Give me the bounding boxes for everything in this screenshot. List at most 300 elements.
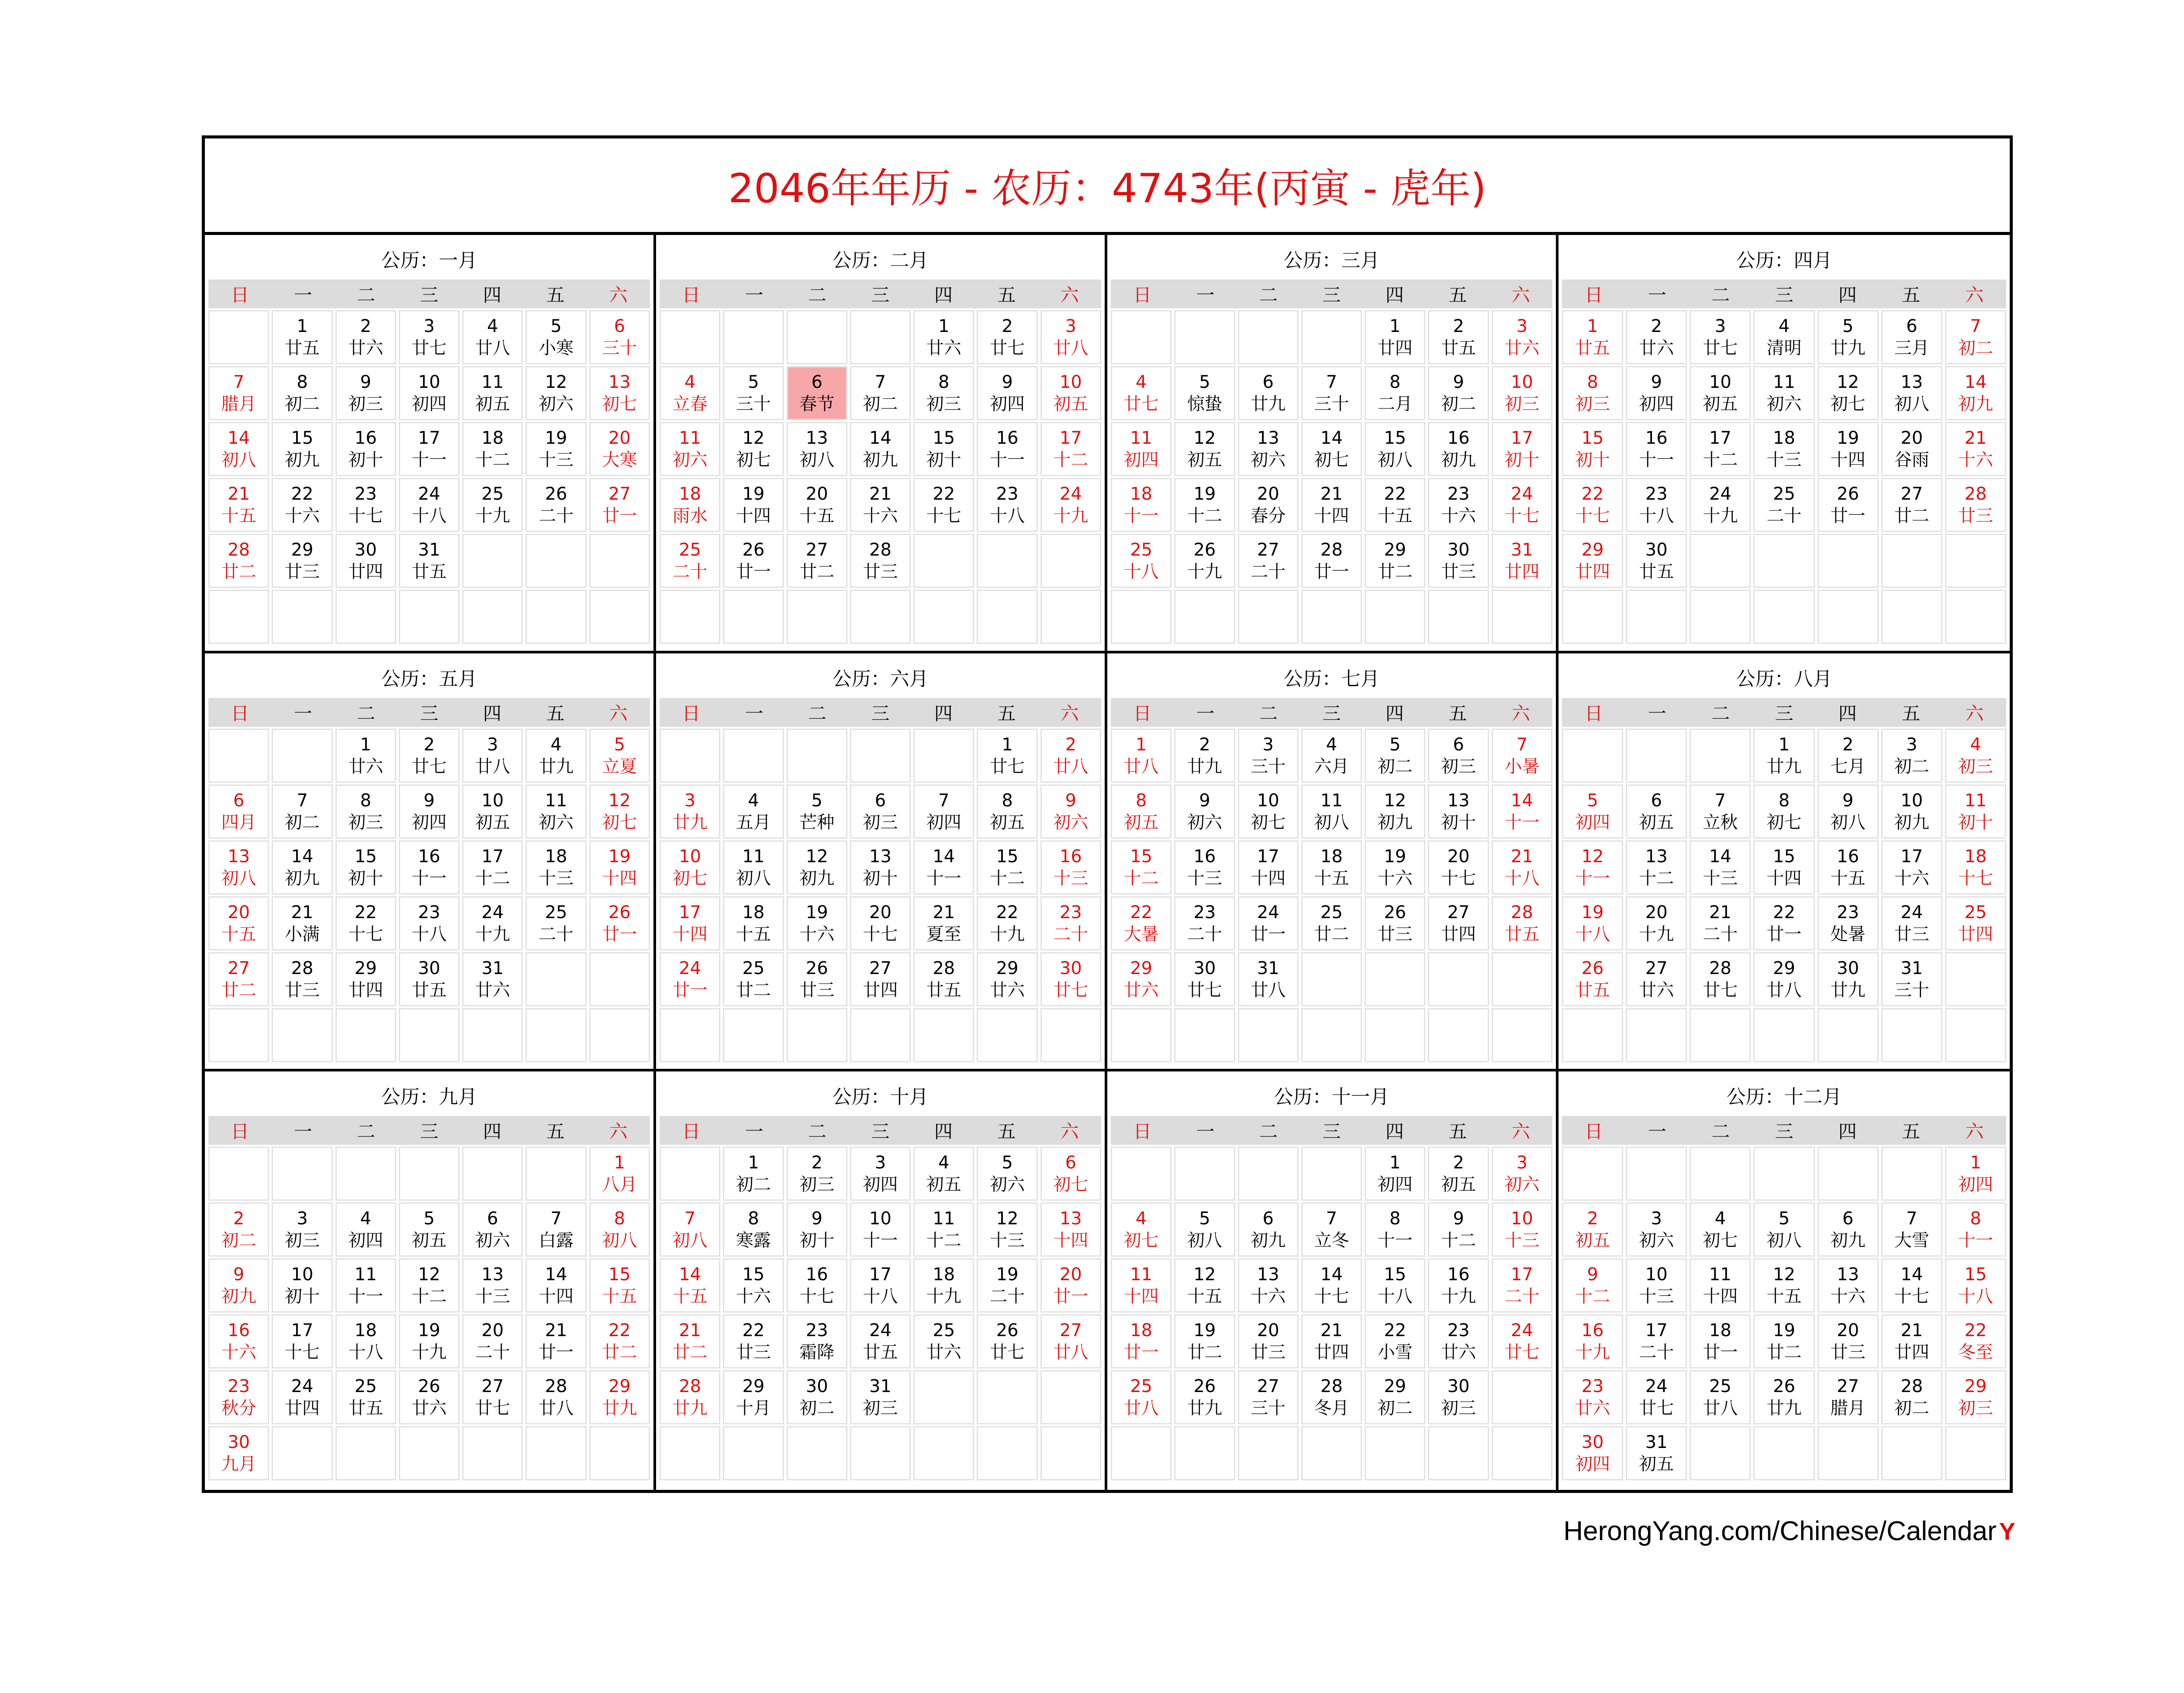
day-cell[interactable] xyxy=(850,1314,911,1368)
day-cell[interactable] xyxy=(1238,422,1299,476)
day-cell[interactable] xyxy=(1301,1370,1362,1424)
day-cell[interactable] xyxy=(589,896,650,950)
day-cell[interactable] xyxy=(335,478,396,532)
day-cell[interactable] xyxy=(399,1258,460,1313)
day-cell[interactable] xyxy=(335,1370,396,1424)
day-cell[interactable] xyxy=(660,784,720,839)
day-cell[interactable] xyxy=(1365,534,1425,588)
day-cell[interactable] xyxy=(1301,784,1362,839)
day-cell[interactable] xyxy=(1238,534,1299,588)
day-cell[interactable] xyxy=(208,422,269,476)
day-cell[interactable] xyxy=(913,784,974,839)
day-cell[interactable] xyxy=(462,422,523,476)
day-cell[interactable] xyxy=(1690,366,1751,420)
day-cell[interactable] xyxy=(462,729,523,783)
day-cell[interactable] xyxy=(1753,310,1814,364)
day-cell[interactable] xyxy=(1492,1147,1552,1201)
day-cell[interactable] xyxy=(1174,534,1235,588)
day-cell[interactable] xyxy=(1818,840,1879,895)
day-cell[interactable] xyxy=(913,1202,974,1257)
day-cell[interactable] xyxy=(1626,534,1687,588)
day-cell[interactable] xyxy=(660,478,720,532)
day-cell[interactable] xyxy=(723,1147,784,1201)
day-cell[interactable] xyxy=(1365,478,1425,532)
day-cell[interactable] xyxy=(1881,366,1942,420)
day-cell[interactable] xyxy=(208,478,269,532)
day-cell[interactable] xyxy=(208,534,269,588)
day-cell[interactable] xyxy=(272,1314,332,1368)
day-cell[interactable] xyxy=(208,840,269,895)
day-cell[interactable] xyxy=(1881,729,1942,783)
day-cell[interactable] xyxy=(399,729,460,783)
day-cell[interactable] xyxy=(399,366,460,420)
day-cell[interactable] xyxy=(335,840,396,895)
day-cell[interactable] xyxy=(462,840,523,895)
day-cell[interactable] xyxy=(1753,896,1814,950)
day-cell[interactable] xyxy=(1626,952,1687,1006)
day-cell[interactable] xyxy=(1562,1370,1623,1424)
day-cell[interactable] xyxy=(1881,1370,1942,1424)
day-cell[interactable] xyxy=(977,840,1037,895)
day-cell[interactable] xyxy=(1818,729,1879,783)
day-cell[interactable] xyxy=(977,310,1037,364)
day-cell[interactable] xyxy=(589,1370,650,1424)
day-cell[interactable] xyxy=(1881,896,1942,950)
day-cell[interactable] xyxy=(399,534,460,588)
day-cell[interactable] xyxy=(723,1314,784,1368)
day-cell[interactable] xyxy=(462,1370,523,1424)
day-cell[interactable] xyxy=(1690,1258,1751,1313)
day-cell[interactable] xyxy=(660,534,720,588)
day-cell[interactable] xyxy=(1174,1202,1235,1257)
day-cell[interactable] xyxy=(525,784,586,839)
day-cell[interactable] xyxy=(977,422,1037,476)
day-cell[interactable] xyxy=(723,1370,784,1424)
day-cell[interactable] xyxy=(462,784,523,839)
day-cell[interactable] xyxy=(1818,1202,1879,1257)
day-cell[interactable] xyxy=(1753,422,1814,476)
day-cell[interactable] xyxy=(723,422,784,476)
day-cell[interactable] xyxy=(589,840,650,895)
day-cell[interactable] xyxy=(787,1147,847,1201)
day-cell[interactable] xyxy=(723,478,784,532)
day-cell[interactable] xyxy=(462,896,523,950)
day-cell[interactable] xyxy=(1818,1258,1879,1313)
day-cell[interactable] xyxy=(1492,478,1552,532)
day-cell[interactable] xyxy=(1690,840,1751,895)
day-cell[interactable] xyxy=(660,1202,720,1257)
day-cell[interactable] xyxy=(272,366,332,420)
day-cell[interactable] xyxy=(1562,478,1623,532)
day-cell[interactable] xyxy=(462,366,523,420)
day-cell[interactable] xyxy=(1040,1147,1101,1201)
day-cell[interactable] xyxy=(977,1202,1037,1257)
day-cell[interactable] xyxy=(1626,896,1687,950)
day-cell[interactable] xyxy=(787,840,847,895)
day-cell[interactable] xyxy=(525,1370,586,1424)
day-cell[interactable] xyxy=(208,1426,269,1480)
day-cell[interactable] xyxy=(1428,366,1489,420)
day-cell[interactable] xyxy=(723,896,784,950)
day-cell[interactable] xyxy=(1945,422,2006,476)
day-cell[interactable] xyxy=(913,952,974,1006)
day-cell[interactable] xyxy=(660,366,720,420)
day-cell[interactable] xyxy=(1562,952,1623,1006)
day-cell[interactable] xyxy=(1562,310,1623,364)
day-cell[interactable] xyxy=(850,840,911,895)
day-cell[interactable] xyxy=(1301,896,1362,950)
day-cell[interactable] xyxy=(1428,1314,1489,1368)
day-cell[interactable] xyxy=(1753,1370,1814,1424)
day-cell[interactable] xyxy=(1562,1314,1623,1368)
day-cell[interactable] xyxy=(1626,1370,1687,1424)
day-cell[interactable] xyxy=(1040,729,1101,783)
day-cell[interactable] xyxy=(1238,784,1299,839)
day-cell[interactable] xyxy=(1040,310,1101,364)
day-cell[interactable] xyxy=(1040,952,1101,1006)
day-cell[interactable] xyxy=(1301,534,1362,588)
day-cell[interactable] xyxy=(1238,952,1299,1006)
day-cell[interactable] xyxy=(1626,310,1687,364)
day-cell[interactable] xyxy=(1492,1202,1552,1257)
day-cell[interactable] xyxy=(977,366,1037,420)
day-cell[interactable] xyxy=(723,366,784,420)
day-cell[interactable] xyxy=(1753,729,1814,783)
day-cell[interactable] xyxy=(977,952,1037,1006)
day-cell[interactable] xyxy=(335,534,396,588)
day-cell[interactable] xyxy=(1626,784,1687,839)
day-cell[interactable] xyxy=(1626,1202,1687,1257)
day-cell[interactable] xyxy=(913,840,974,895)
day-cell[interactable] xyxy=(1945,1314,2006,1368)
day-cell[interactable] xyxy=(1040,784,1101,839)
day-cell[interactable] xyxy=(208,952,269,1006)
day-cell[interactable] xyxy=(913,310,974,364)
day-cell[interactable] xyxy=(1818,784,1879,839)
day-cell[interactable] xyxy=(335,1258,396,1313)
day-cell[interactable] xyxy=(913,478,974,532)
day-cell[interactable] xyxy=(913,1258,974,1313)
day-cell[interactable] xyxy=(1174,478,1235,532)
day-cell[interactable] xyxy=(1428,840,1489,895)
day-cell[interactable] xyxy=(525,840,586,895)
day-cell[interactable] xyxy=(1562,366,1623,420)
day-cell[interactable] xyxy=(1753,1314,1814,1368)
day-cell[interactable] xyxy=(1111,422,1171,476)
day-cell[interactable] xyxy=(335,784,396,839)
day-cell[interactable] xyxy=(1562,896,1623,950)
day-cell[interactable] xyxy=(1365,1202,1425,1257)
day-cell[interactable] xyxy=(723,1202,784,1257)
day-cell[interactable] xyxy=(787,478,847,532)
day-cell[interactable] xyxy=(1040,1202,1101,1257)
day-cell[interactable] xyxy=(1945,366,2006,420)
day-cell[interactable] xyxy=(589,1314,650,1368)
day-cell[interactable] xyxy=(723,1258,784,1313)
day-cell[interactable] xyxy=(1945,1370,2006,1424)
day-cell[interactable] xyxy=(1881,1258,1942,1313)
day-cell[interactable] xyxy=(589,1202,650,1257)
day-cell[interactable] xyxy=(1238,478,1299,532)
day-cell[interactable] xyxy=(399,784,460,839)
day-cell[interactable] xyxy=(723,952,784,1006)
day-cell[interactable] xyxy=(1881,310,1942,364)
day-cell[interactable] xyxy=(1626,1258,1687,1313)
day-cell[interactable] xyxy=(1301,840,1362,895)
day-cell[interactable] xyxy=(723,534,784,588)
day-cell[interactable] xyxy=(787,952,847,1006)
day-cell[interactable] xyxy=(589,422,650,476)
day-cell[interactable] xyxy=(1428,1147,1489,1201)
day-cell[interactable] xyxy=(1238,1370,1299,1424)
day-cell[interactable] xyxy=(335,422,396,476)
day-cell[interactable] xyxy=(272,422,332,476)
day-cell[interactable] xyxy=(1111,366,1171,420)
day-cell[interactable] xyxy=(589,366,650,420)
day-cell[interactable] xyxy=(399,422,460,476)
day-cell[interactable] xyxy=(723,840,784,895)
day-cell[interactable] xyxy=(850,1202,911,1257)
day-cell[interactable] xyxy=(1626,366,1687,420)
day-cell[interactable] xyxy=(787,1258,847,1313)
day-cell[interactable] xyxy=(589,784,650,839)
day-cell[interactable] xyxy=(525,478,586,532)
day-cell[interactable] xyxy=(850,1147,911,1201)
day-cell[interactable] xyxy=(462,1314,523,1368)
day-cell[interactable] xyxy=(1753,952,1814,1006)
day-cell[interactable] xyxy=(589,1258,650,1313)
day-cell[interactable] xyxy=(660,422,720,476)
day-cell[interactable] xyxy=(462,952,523,1006)
day-cell[interactable] xyxy=(208,1202,269,1257)
day-cell[interactable] xyxy=(1111,1202,1171,1257)
day-cell[interactable] xyxy=(1428,1202,1489,1257)
day-cell[interactable] xyxy=(850,784,911,839)
day-cell[interactable] xyxy=(1174,896,1235,950)
day-cell[interactable] xyxy=(1818,310,1879,364)
day-cell[interactable] xyxy=(1365,840,1425,895)
day-cell[interactable] xyxy=(1562,534,1623,588)
day-cell[interactable] xyxy=(399,1314,460,1368)
day-cell[interactable] xyxy=(1238,896,1299,950)
day-cell[interactable] xyxy=(1753,1258,1814,1313)
day-cell[interactable] xyxy=(1492,1258,1552,1313)
day-cell[interactable] xyxy=(1111,729,1171,783)
day-cell[interactable] xyxy=(1238,1314,1299,1368)
day-cell[interactable] xyxy=(1690,478,1751,532)
day-cell[interactable] xyxy=(1562,840,1623,895)
day-cell[interactable] xyxy=(1945,478,2006,532)
day-cell[interactable] xyxy=(787,896,847,950)
day-cell[interactable] xyxy=(787,1370,847,1424)
day-cell[interactable] xyxy=(525,1314,586,1368)
day-cell[interactable] xyxy=(1492,784,1552,839)
day-cell[interactable] xyxy=(1881,952,1942,1006)
day-cell[interactable] xyxy=(1818,896,1879,950)
day-cell[interactable] xyxy=(272,1202,332,1257)
day-cell[interactable] xyxy=(913,1314,974,1368)
day-cell[interactable] xyxy=(1040,422,1101,476)
day-cell[interactable] xyxy=(1040,1258,1101,1313)
day-cell[interactable] xyxy=(660,952,720,1006)
day-cell[interactable] xyxy=(1111,1258,1171,1313)
day-cell[interactable] xyxy=(977,478,1037,532)
day-cell[interactable] xyxy=(1562,422,1623,476)
day-cell[interactable] xyxy=(208,366,269,420)
day-cell[interactable] xyxy=(525,1202,586,1257)
day-cell[interactable] xyxy=(1111,534,1171,588)
day-cell[interactable] xyxy=(1818,1370,1879,1424)
day-cell[interactable] xyxy=(462,1258,523,1313)
day-cell[interactable] xyxy=(589,729,650,783)
day-cell[interactable] xyxy=(272,896,332,950)
day-cell[interactable] xyxy=(335,366,396,420)
day-cell[interactable] xyxy=(1365,366,1425,420)
day-cell[interactable] xyxy=(1690,422,1751,476)
day-cell[interactable] xyxy=(1111,1314,1171,1368)
day-cell[interactable] xyxy=(1238,840,1299,895)
day-cell[interactable] xyxy=(1492,366,1552,420)
day-cell[interactable] xyxy=(1238,729,1299,783)
day-cell[interactable] xyxy=(1301,1314,1362,1368)
day-cell[interactable] xyxy=(1428,534,1489,588)
day-cell[interactable] xyxy=(1626,840,1687,895)
day-cell[interactable] xyxy=(1690,784,1751,839)
day-cell[interactable] xyxy=(1111,1370,1171,1424)
day-cell[interactable] xyxy=(1492,896,1552,950)
day-cell[interactable] xyxy=(723,784,784,839)
day-cell[interactable] xyxy=(913,1147,974,1201)
day-cell[interactable] xyxy=(1818,1314,1879,1368)
day-cell[interactable] xyxy=(1428,422,1489,476)
day-cell[interactable] xyxy=(850,1370,911,1424)
day-cell[interactable] xyxy=(525,310,586,364)
day-cell[interactable] xyxy=(589,478,650,532)
day-cell[interactable] xyxy=(1945,1202,2006,1257)
day-cell[interactable] xyxy=(1365,896,1425,950)
day-cell[interactable] xyxy=(1881,1202,1942,1257)
day-cell[interactable] xyxy=(335,310,396,364)
day-cell[interactable] xyxy=(272,478,332,532)
day-cell[interactable] xyxy=(1301,1258,1362,1313)
day-cell[interactable] xyxy=(913,422,974,476)
day-cell[interactable] xyxy=(1040,840,1101,895)
footer-link[interactable]: HerongYang.com/Chinese/Calendar xyxy=(1563,1516,1997,1546)
day-cell[interactable] xyxy=(1301,1202,1362,1257)
day-cell[interactable] xyxy=(1626,1426,1687,1480)
day-cell[interactable] xyxy=(525,366,586,420)
day-cell[interactable] xyxy=(1818,952,1879,1006)
day-cell[interactable] xyxy=(850,422,911,476)
day-cell[interactable] xyxy=(1174,1314,1235,1368)
day-cell[interactable] xyxy=(1562,784,1623,839)
day-cell[interactable] xyxy=(850,534,911,588)
day-cell[interactable] xyxy=(1365,1147,1425,1201)
day-cell[interactable] xyxy=(787,1202,847,1257)
day-cell[interactable] xyxy=(1174,1370,1235,1424)
day-cell[interactable] xyxy=(977,1258,1037,1313)
day-cell[interactable] xyxy=(1040,366,1101,420)
day-cell[interactable] xyxy=(1492,1314,1552,1368)
day-cell[interactable] xyxy=(1428,1370,1489,1424)
day-cell[interactable] xyxy=(1753,478,1814,532)
day-cell[interactable] xyxy=(1881,422,1942,476)
day-cell[interactable] xyxy=(787,422,847,476)
day-cell[interactable] xyxy=(1492,840,1552,895)
day-cell[interactable] xyxy=(335,729,396,783)
day-cell[interactable] xyxy=(787,366,847,420)
day-cell[interactable] xyxy=(1365,310,1425,364)
day-cell[interactable] xyxy=(1111,478,1171,532)
day-cell[interactable] xyxy=(1174,952,1235,1006)
day-cell[interactable] xyxy=(272,310,332,364)
day-cell[interactable] xyxy=(1818,366,1879,420)
day-cell[interactable] xyxy=(208,896,269,950)
day-cell[interactable] xyxy=(1492,310,1552,364)
day-cell[interactable] xyxy=(335,896,396,950)
day-cell[interactable] xyxy=(399,1202,460,1257)
day-cell[interactable] xyxy=(977,1147,1037,1201)
day-cell[interactable] xyxy=(850,952,911,1006)
day-cell[interactable] xyxy=(1238,1202,1299,1257)
day-cell[interactable] xyxy=(1945,1258,2006,1313)
day-cell[interactable] xyxy=(1174,366,1235,420)
day-cell[interactable] xyxy=(1690,896,1751,950)
day-cell[interactable] xyxy=(208,1370,269,1424)
day-cell[interactable] xyxy=(1040,1314,1101,1368)
day-cell[interactable] xyxy=(1301,422,1362,476)
day-cell[interactable] xyxy=(1365,1370,1425,1424)
day-cell[interactable] xyxy=(525,1258,586,1313)
day-cell[interactable] xyxy=(1492,729,1552,783)
day-cell[interactable] xyxy=(1301,366,1362,420)
day-cell[interactable] xyxy=(787,784,847,839)
day-cell[interactable] xyxy=(1753,366,1814,420)
day-cell[interactable] xyxy=(1881,1314,1942,1368)
day-cell[interactable] xyxy=(660,1258,720,1313)
day-cell[interactable] xyxy=(272,840,332,895)
day-cell[interactable] xyxy=(1626,1314,1687,1368)
day-cell[interactable] xyxy=(1562,1426,1623,1480)
day-cell[interactable] xyxy=(1428,729,1489,783)
day-cell[interactable] xyxy=(272,534,332,588)
day-cell[interactable] xyxy=(1174,1258,1235,1313)
day-cell[interactable] xyxy=(913,896,974,950)
day-cell[interactable] xyxy=(1753,784,1814,839)
day-cell[interactable] xyxy=(1428,896,1489,950)
day-cell[interactable] xyxy=(1174,840,1235,895)
day-cell[interactable] xyxy=(1562,1202,1623,1257)
day-cell[interactable] xyxy=(1365,729,1425,783)
day-cell[interactable] xyxy=(1428,1258,1489,1313)
day-cell[interactable] xyxy=(589,310,650,364)
day-cell[interactable] xyxy=(1690,1314,1751,1368)
day-cell[interactable] xyxy=(589,1147,650,1201)
day-cell[interactable] xyxy=(1945,784,2006,839)
day-cell[interactable] xyxy=(850,1258,911,1313)
day-cell[interactable] xyxy=(1365,784,1425,839)
day-cell[interactable] xyxy=(462,310,523,364)
day-cell[interactable] xyxy=(1111,840,1171,895)
day-cell[interactable] xyxy=(1040,478,1101,532)
day-cell[interactable] xyxy=(1881,784,1942,839)
day-cell[interactable] xyxy=(850,478,911,532)
day-cell[interactable] xyxy=(1428,310,1489,364)
day-cell[interactable] xyxy=(850,366,911,420)
day-cell[interactable] xyxy=(660,896,720,950)
day-cell[interactable] xyxy=(1626,422,1687,476)
day-cell[interactable] xyxy=(335,1202,396,1257)
